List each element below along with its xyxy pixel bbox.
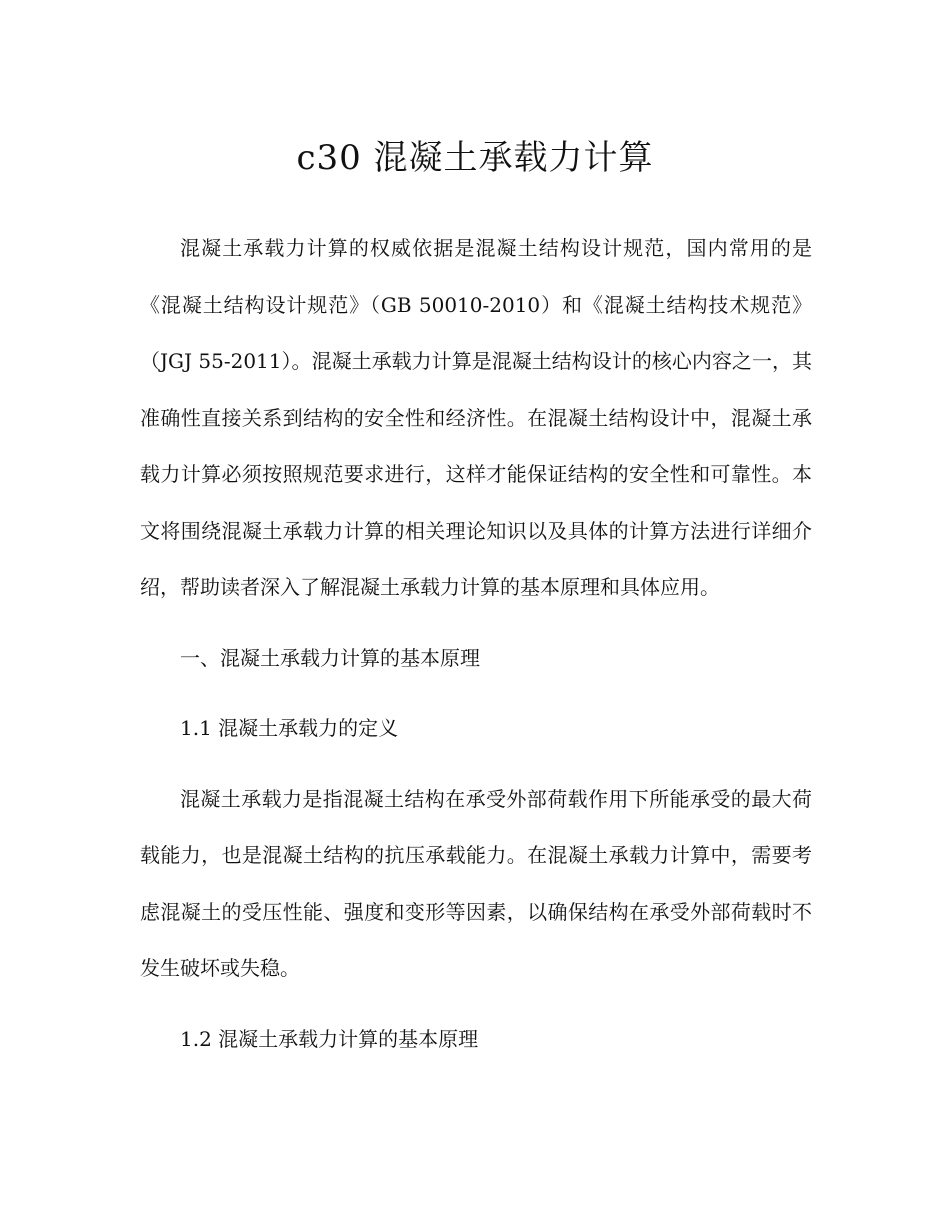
section-heading-1: 一、混凝土承载力计算的基本原理 [180,645,480,670]
intro-paragraph: 混凝土承载力计算的权威依据是混凝土结构设计规范，国内常用的是《混凝土结构设计规范》（GB 50010-2010）和《混凝土结构技术规范》（JGJ 55-2011）。混凝土承载力计算是混凝土结构设计的核心内容之一，其准确性直接关系到结构的安全性和经济性。在混凝土结构设计中，混凝土承载力计算必须按照规范要求进行，这样才能保证结构的安全性和可靠性。本文将围绕混凝土承载力计算的相关理论知识以及具体的计算方法进行详细介绍，帮助读者深入了解混凝土承载力计算的基本原理和具体应用。 [140,236,812,599]
section-heading-1-1: 1.1 混凝土承载力的定义 [180,716,399,740]
document-body [140,220,812,1067]
document-title: c30 混凝土承载力计算 [296,138,654,178]
section-1-1-paragraph: 混凝土承载力是指混凝土结构在承受外部荷载作用下所能承受的最大荷载能力，也是混凝土结构的抗压承载能力。在混凝土承载力计算中，需要考虑混凝土的受压性能、强度和变形等因素，以确保结构在承受外部荷载时不发生破坏或失稳。 [140,786,812,980]
section-heading-1-2: 1.2 混凝土承载力计算的基本原理 [180,1026,479,1051]
